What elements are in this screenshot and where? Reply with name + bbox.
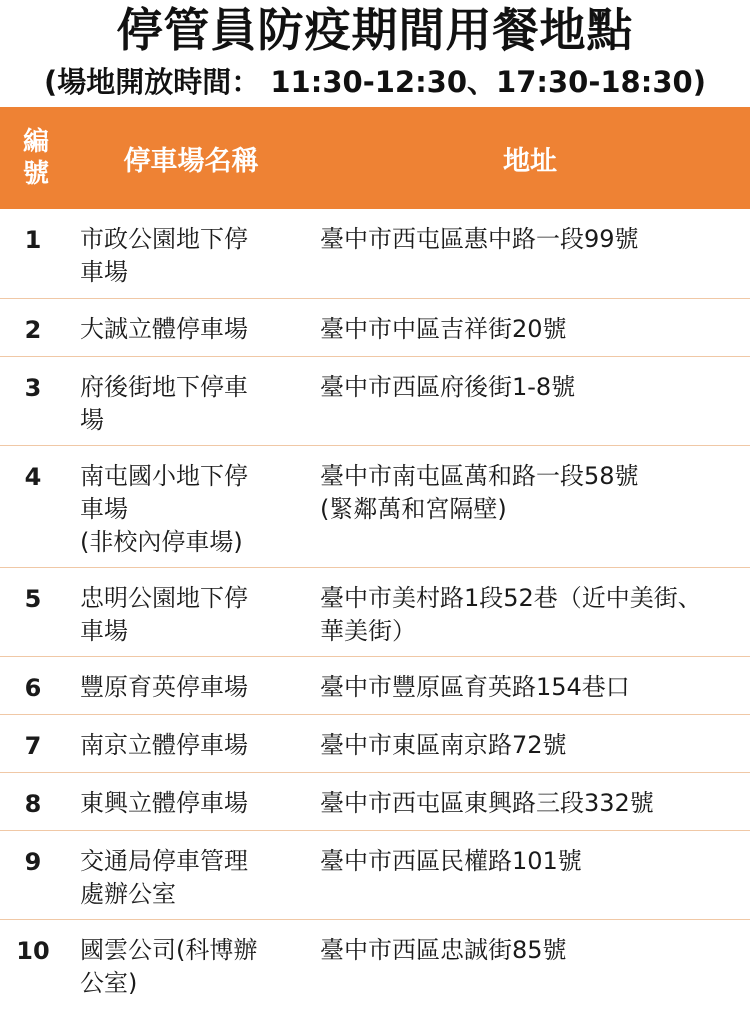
table-row — [0, 831, 750, 920]
page-title: 停管員防疫期間用餐地點 — [116, 3, 634, 57]
header-parking-name: 停車場名稱 — [123, 145, 259, 177]
header-number: 編 號 — [22, 127, 49, 189]
row-number: 3 — [24, 374, 42, 402]
row-parking-name: 豐原育英停車場 — [80, 673, 248, 701]
row-parking-name: 府後街地下停車 場 — [80, 373, 248, 434]
row-number: 10 — [16, 937, 50, 965]
row-address: 臺中市東區南京路72號 — [320, 731, 567, 759]
table-row — [0, 209, 750, 299]
row-address: 臺中市美村路1段52巷（近中美街、 華美街） — [320, 584, 702, 645]
table-row — [0, 920, 750, 1010]
row-address: 臺中市中區吉祥街20號 — [320, 315, 567, 343]
row-number: 7 — [24, 732, 42, 760]
opening-hours-subtitle: (場地開放時間： 11:30-12:30、17:30-18:30) — [44, 65, 706, 99]
row-address: 臺中市豐原區育英路154巷口 — [320, 673, 630, 701]
row-number: 6 — [24, 674, 42, 702]
table-row — [0, 715, 750, 773]
table-row — [0, 446, 750, 568]
row-number: 5 — [24, 585, 42, 613]
row-number: 4 — [24, 463, 42, 491]
row-parking-name: 市政公園地下停 車場 — [80, 225, 248, 286]
row-number: 2 — [24, 316, 42, 344]
row-address: 臺中市西屯區東興路三段332號 — [320, 789, 654, 817]
table-row — [0, 357, 750, 446]
dining-locations-table — [0, 107, 750, 1010]
row-address: 臺中市西屯區惠中路一段99號 — [320, 225, 639, 253]
row-address: 臺中市西區民權路101號 — [320, 847, 582, 875]
row-parking-name: 國雲公司(科博辦 公室) — [80, 936, 258, 997]
table-header — [0, 107, 750, 209]
row-address: 臺中市南屯區萬和路一段58號 (緊鄰萬和宮隔壁) — [320, 462, 639, 523]
table-row — [0, 299, 750, 357]
header-address: 地址 — [503, 145, 557, 177]
row-parking-name: 交通局停車管理 處辦公室 — [80, 847, 248, 908]
row-number: 1 — [24, 226, 42, 254]
row-parking-name: 東興立體停車場 — [80, 789, 248, 817]
row-parking-name: 南京立體停車場 — [80, 731, 248, 759]
row-number: 8 — [24, 790, 42, 818]
row-address: 臺中市西區忠誠街85號 — [320, 936, 567, 964]
table-row — [0, 773, 750, 831]
row-number: 9 — [24, 848, 42, 876]
table-row — [0, 657, 750, 715]
row-address: 臺中市西區府後街1-8號 — [320, 373, 576, 401]
row-parking-name: 忠明公園地下停 車場 — [80, 584, 248, 645]
table-row — [0, 568, 750, 657]
row-parking-name: 南屯國小地下停 車場 (非校內停車場) — [80, 462, 248, 556]
row-parking-name: 大誠立體停車場 — [80, 315, 248, 343]
